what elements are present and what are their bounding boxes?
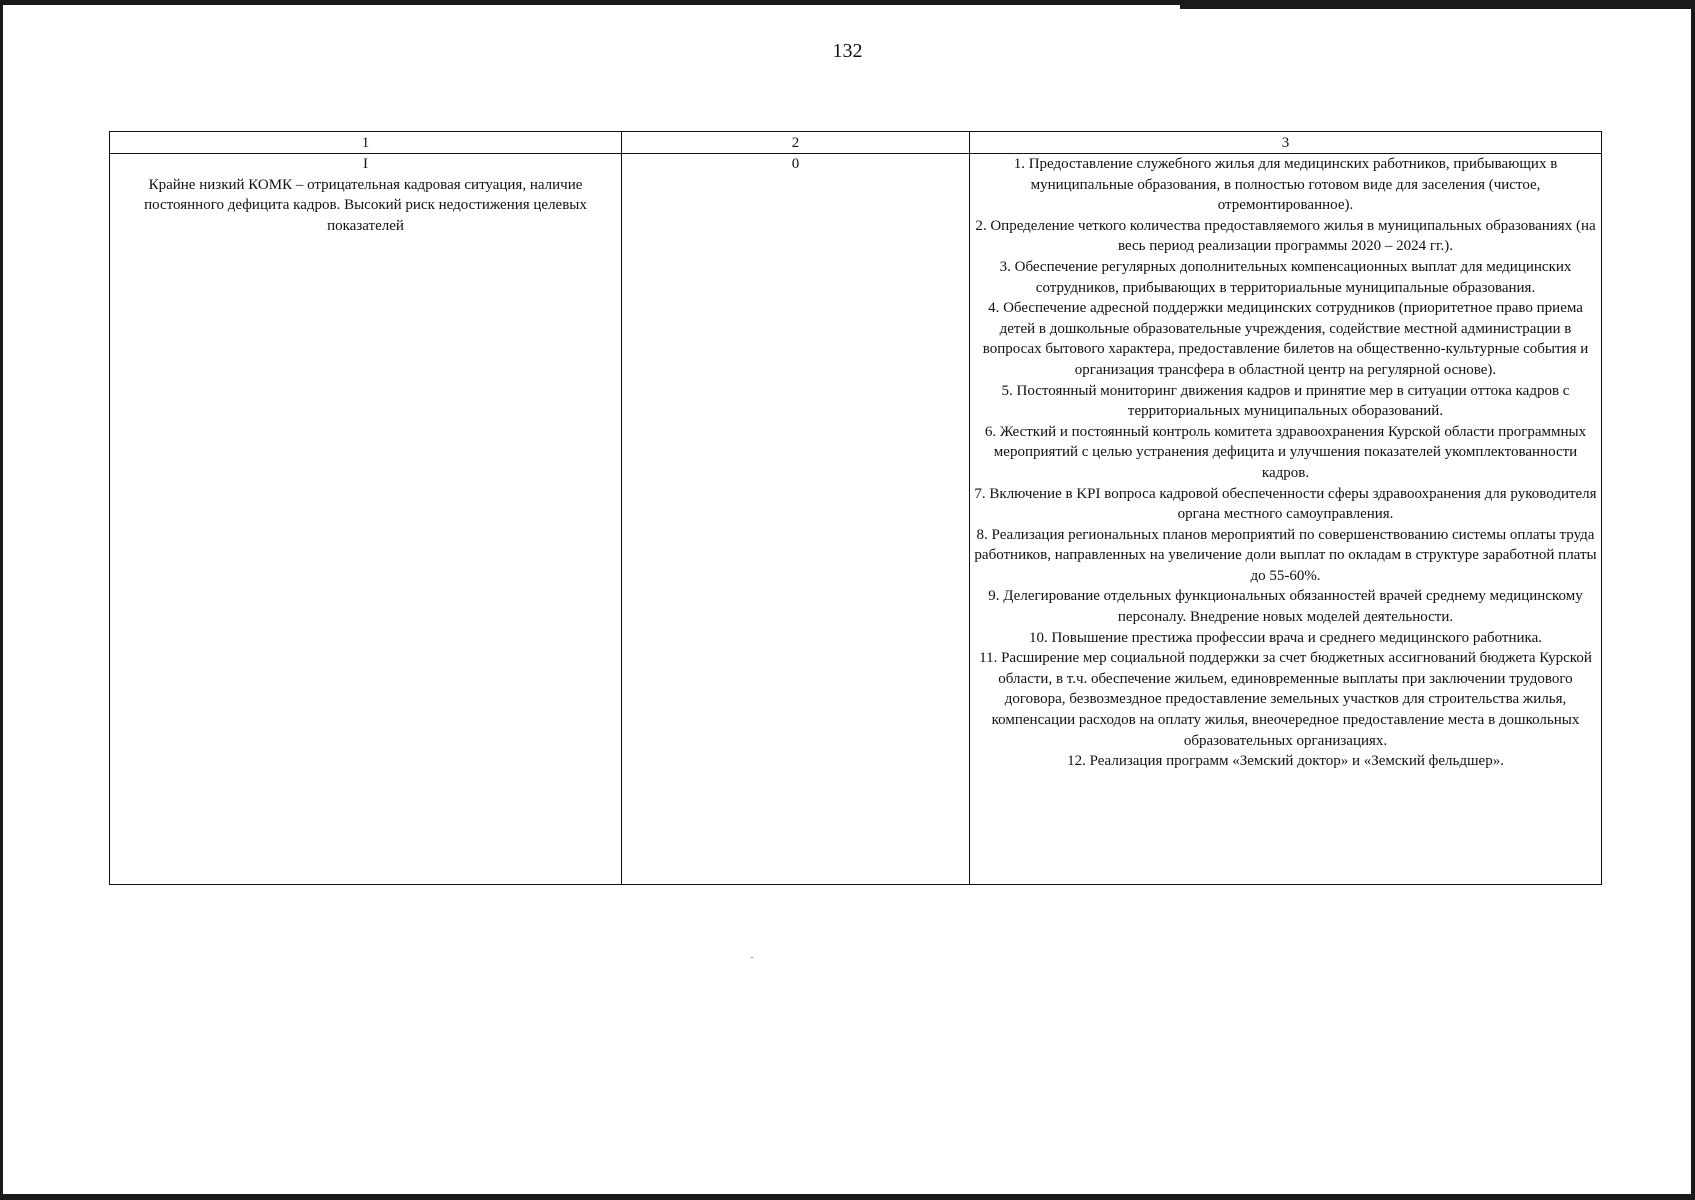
scan-border-left [0,0,3,1200]
measure-item: 1. Предоставление служебного жилья для медицинских работников, прибывающих в муниципальные образования, в полностью готовом виде для заселения (чистое, отремонтированное). [1013,156,1558,214]
scan-border-right [1691,0,1695,1200]
scan-speck [751,957,753,958]
column-header-1: 1 [110,132,622,154]
measure-item: 12. Реализация программ «Земский доктор» и «Земский фельдшер». [1067,753,1504,770]
page-number: 132 [832,40,863,62]
scan-border-bottom [0,1194,1695,1200]
measure-item: 10. Повышение престижа профессии врача и среднего медицинского работника. [1028,629,1543,646]
measure-item: 4. Обеспечение адресной поддержки медицинских сотрудников (приоритетное право приема детей в дошкольные образовательные учреждения, содействие местной администрации в вопросах бытового характера, предоставление билетов на общественно-культурные события и организация трансфера в областной центр на регулярной основе). [982,300,1589,378]
data-table [109,131,1602,885]
measure-item: 2. Определение четкого количества предоставляемого жилья в муниципальных образованиях (на весь период реализации программы 2020 – 2024 гг.). [975,217,1596,255]
scan-border-top-right [1180,0,1695,9]
measure-item: 3. Обеспечение регулярных дополнительных компенсационных выплат для медицинских сотрудников, прибывающих в территориальные муниципальные образования. [999,258,1572,296]
measure-item: 9. Делегирование отдельных функциональных обязанностей врачей среднему медицинскому персоналу. Внедрение новых моделей деятельности. [988,588,1583,626]
measure-item: 6. Жесткий и постоянный контроль комитета здравоохранения Курской области программных мероприятий с целью устранения дефицита и улучшения показателей укомплектованности кадров. [984,423,1587,481]
table-header-row [110,132,1602,154]
measure-item: 5. Постоянный мониторинг движения кадров и принятие мер в ситуации оттока кадров с территориальных муниципальных оборазований. [1001,382,1570,420]
column-header-3: 3 [970,132,1602,154]
level-cell [110,154,622,885]
measure-item: 11. Расширение мер социальной поддержки за счет бюджетных ассигнований бюджета Курской области, в т.ч. обеспечение жильем, единовременные выплаты при заключении трудового договора, безвозмездное предоставление земельных участков для строительства жилья, компенсации расходов на оплату жилья, внеочередное предоставление места в дошкольных образовательных организациях. [979,650,1592,749]
level-label: I [363,156,368,172]
value-cell: 0 [622,154,970,885]
column-header-2: 2 [622,132,970,154]
table-row [110,154,1602,885]
measure-item: 8. Реализация региональных планов мероприятий по совершенствованию системы оплаты труда работников, направленных на увеличение доли выплат по окладам в структуре заработной платы до 55-60%. [974,526,1597,584]
measures-cell [970,154,1602,885]
level-description: Крайне низкий КОМК – отрицательная кадровая ситуация, наличие постоянного дефицита кадров. Высокий риск недостижения целевых показателей [144,176,587,234]
measure-item: 7. Включение в KPI вопроса кадровой обеспеченности сферы здравоохранения для руководителя органа местного самоуправления. [974,485,1597,523]
